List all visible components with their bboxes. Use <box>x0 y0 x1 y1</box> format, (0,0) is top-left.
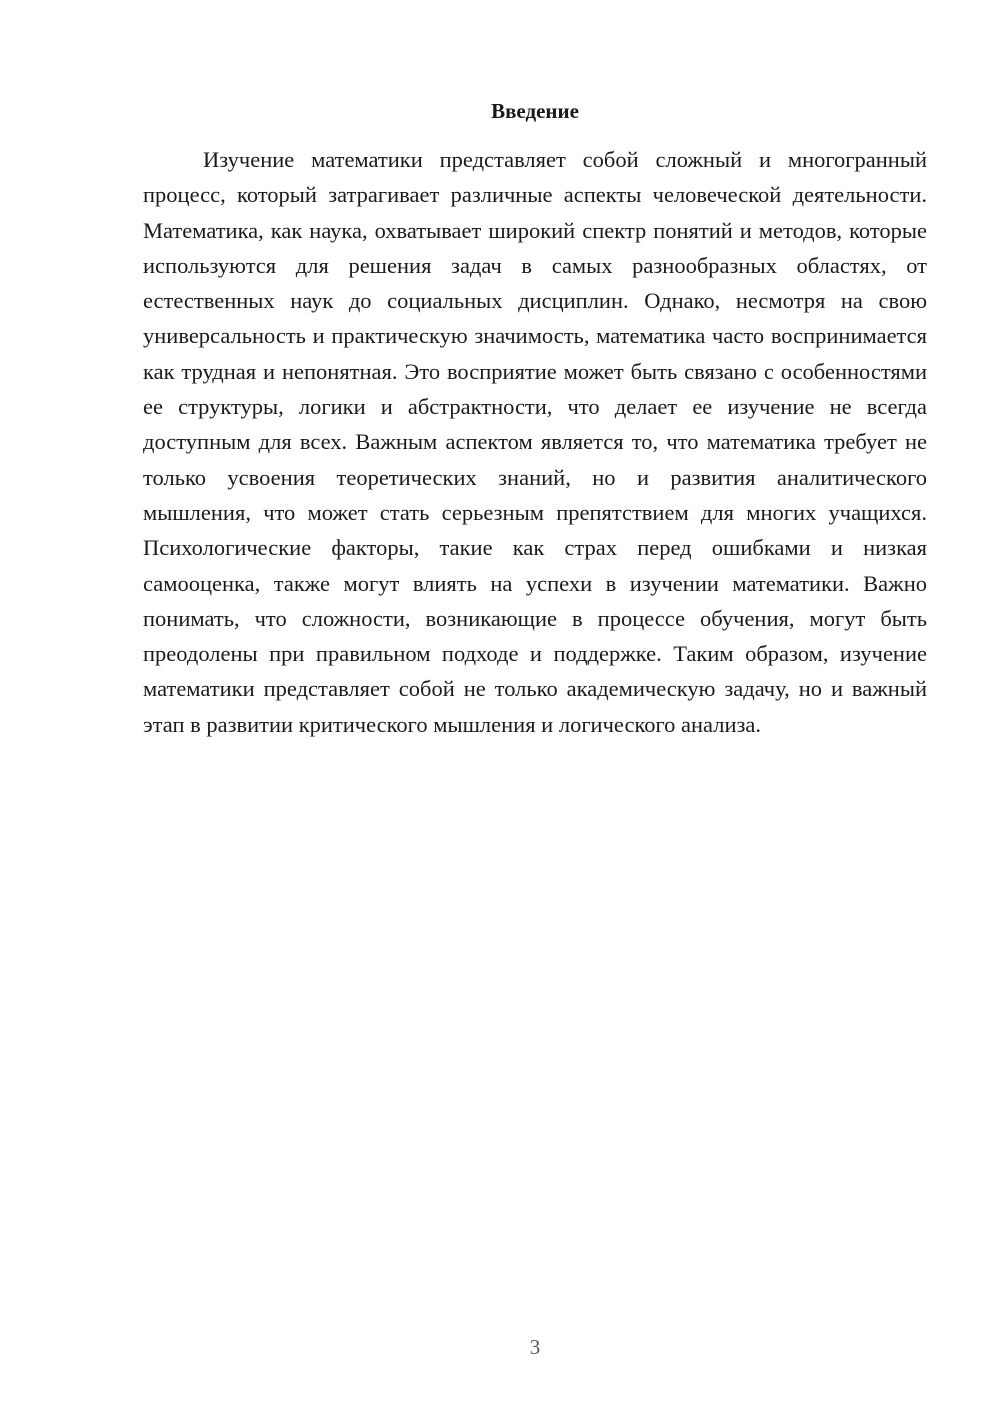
body-paragraph: Изучение математики представляет собой сложный и многогранный процесс, который затрагивает различные аспекты человеческой деятельности. Математика, как наука, охватывает широкий спектр понятий и методов, которые используются для решения задач в самых разнообразных областях, от естественных наук до социальных дисциплин. Однако, несмотря на свою универсальность и практическую значимость, математика часто воспринимается как трудная и непонятная. Это восприятие может быть связано с особенностями ее структуры, логики и абстрактности, что делает ее изучение не всегда доступным для всех. Важным аспектом является то, что математика требует не только усвоения теоретических знаний, но и развития аналитического мышления, что может стать серьезным препятствием для многих учащихся. Психологические факторы, такие как страх перед ошибками и низкая самооценка, также могут влиять на успехи в изучении математики. Важно понимать, что сложности, возникающие в процессе обучения, могут быть преодолены при правильном подходе и поддержке. Таким образом, изучение математики представляет собой не только академическую задачу, но и важный этап в развитии критического мышления и логического анализа. <box>143 147 927 737</box>
page-number: 3 <box>529 1335 541 1359</box>
section-heading: Введение <box>491 99 579 123</box>
